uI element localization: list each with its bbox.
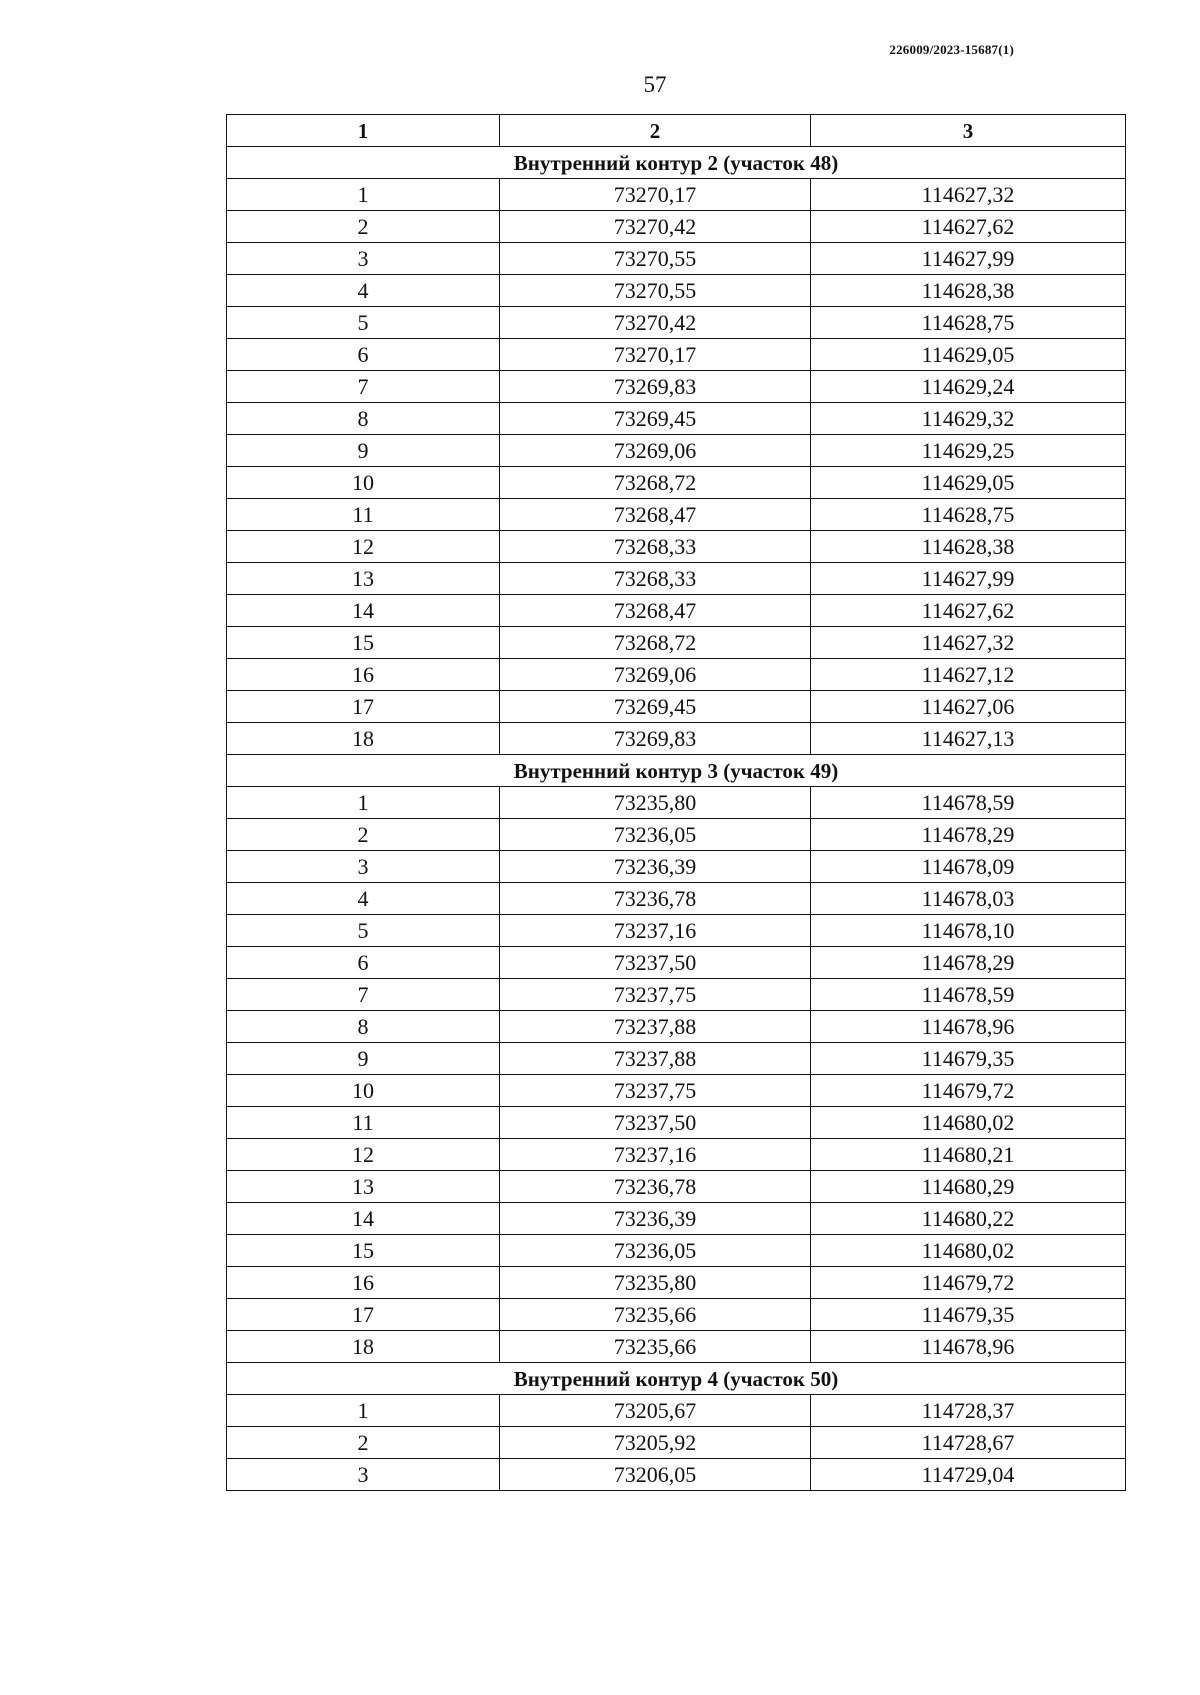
- cell-point-number: 4: [227, 275, 500, 307]
- table-row: [227, 1395, 1126, 1427]
- cell-y-coordinate: 114678,10: [811, 915, 1126, 947]
- cell-x-coordinate: 73269,06: [500, 435, 811, 467]
- table-row: [227, 563, 1126, 595]
- table-row: [227, 1459, 1126, 1491]
- section-title: Внутренний контур 3 (участок 49): [227, 755, 1126, 787]
- cell-x-coordinate: 73236,39: [500, 1203, 811, 1235]
- cell-point-number: 3: [227, 243, 500, 275]
- cell-point-number: 7: [227, 979, 500, 1011]
- cell-x-coordinate: 73206,05: [500, 1459, 811, 1491]
- table-row: [227, 179, 1126, 211]
- table-row: [227, 499, 1126, 531]
- cell-point-number: 2: [227, 1427, 500, 1459]
- table-row: [227, 947, 1126, 979]
- cell-point-number: 5: [227, 915, 500, 947]
- table-row: [227, 659, 1126, 691]
- cell-x-coordinate: 73237,75: [500, 979, 811, 1011]
- table-row: [227, 403, 1126, 435]
- cell-y-coordinate: 114628,38: [811, 275, 1126, 307]
- cell-point-number: 1: [227, 1395, 500, 1427]
- cell-x-coordinate: 73205,92: [500, 1427, 811, 1459]
- table-row: [227, 723, 1126, 755]
- cell-x-coordinate: 73237,88: [500, 1011, 811, 1043]
- cell-point-number: 4: [227, 883, 500, 915]
- cell-y-coordinate: 114679,72: [811, 1075, 1126, 1107]
- cell-y-coordinate: 114627,32: [811, 179, 1126, 211]
- table-row: [227, 307, 1126, 339]
- table-row: [227, 915, 1126, 947]
- cell-y-coordinate: 114728,67: [811, 1427, 1126, 1459]
- cell-point-number: 2: [227, 819, 500, 851]
- cell-x-coordinate: 73269,83: [500, 723, 811, 755]
- cell-y-coordinate: 114627,99: [811, 563, 1126, 595]
- cell-x-coordinate: 73235,66: [500, 1299, 811, 1331]
- cell-y-coordinate: 114679,35: [811, 1299, 1126, 1331]
- column-header-row: [227, 115, 1126, 147]
- cell-x-coordinate: 73237,50: [500, 947, 811, 979]
- table-row: [227, 627, 1126, 659]
- table-body: [227, 147, 1126, 1491]
- cell-point-number: 7: [227, 371, 500, 403]
- cell-y-coordinate: 114678,29: [811, 819, 1126, 851]
- cell-x-coordinate: 73269,06: [500, 659, 811, 691]
- table-row: [227, 1171, 1126, 1203]
- table-row: [227, 339, 1126, 371]
- table-row: [227, 851, 1126, 883]
- cell-point-number: 18: [227, 723, 500, 755]
- cell-point-number: 14: [227, 595, 500, 627]
- table-row: [227, 1139, 1126, 1171]
- cell-point-number: 15: [227, 1235, 500, 1267]
- cell-y-coordinate: 114629,24: [811, 371, 1126, 403]
- cell-y-coordinate: 114679,72: [811, 1267, 1126, 1299]
- cell-x-coordinate: 73235,80: [500, 1267, 811, 1299]
- table-row: [227, 531, 1126, 563]
- table-row: [227, 1299, 1126, 1331]
- cell-point-number: 18: [227, 1331, 500, 1363]
- table-row: [227, 1011, 1126, 1043]
- cell-y-coordinate: 114680,29: [811, 1171, 1126, 1203]
- table-row: [227, 1075, 1126, 1107]
- cell-x-coordinate: 73270,55: [500, 243, 811, 275]
- page-number: 57: [643, 72, 667, 97]
- section-header-row: [227, 1363, 1126, 1395]
- cell-point-number: 6: [227, 339, 500, 371]
- cell-point-number: 9: [227, 435, 500, 467]
- column-header-x: 2: [500, 115, 811, 147]
- column-header-y: 3: [811, 115, 1126, 147]
- cell-point-number: 6: [227, 947, 500, 979]
- cell-y-coordinate: 114629,05: [811, 467, 1126, 499]
- cell-x-coordinate: 73236,78: [500, 883, 811, 915]
- cell-y-coordinate: 114628,75: [811, 499, 1126, 531]
- section-title: Внутренний контур 4 (участок 50): [227, 1363, 1126, 1395]
- cell-x-coordinate: 73237,75: [500, 1075, 811, 1107]
- table-row: [227, 1203, 1126, 1235]
- cell-y-coordinate: 114678,09: [811, 851, 1126, 883]
- cell-x-coordinate: 73269,83: [500, 371, 811, 403]
- table-row: [227, 467, 1126, 499]
- cell-y-coordinate: 114627,12: [811, 659, 1126, 691]
- cell-point-number: 16: [227, 659, 500, 691]
- cell-x-coordinate: 73235,66: [500, 1331, 811, 1363]
- table-row: [227, 435, 1126, 467]
- cell-x-coordinate: 73268,33: [500, 563, 811, 595]
- cell-point-number: 1: [227, 179, 500, 211]
- cell-y-coordinate: 114728,37: [811, 1395, 1126, 1427]
- cell-x-coordinate: 73237,16: [500, 915, 811, 947]
- cell-x-coordinate: 73268,72: [500, 467, 811, 499]
- cell-point-number: 8: [227, 1011, 500, 1043]
- section-header-row: [227, 147, 1126, 179]
- cell-y-coordinate: 114680,02: [811, 1107, 1126, 1139]
- cell-y-coordinate: 114678,96: [811, 1331, 1126, 1363]
- cell-x-coordinate: 73268,72: [500, 627, 811, 659]
- section-title: Внутренний контур 2 (участок 48): [227, 147, 1126, 179]
- table-row: [227, 1331, 1126, 1363]
- cell-x-coordinate: 73236,39: [500, 851, 811, 883]
- cell-y-coordinate: 114678,96: [811, 1011, 1126, 1043]
- cell-y-coordinate: 114678,59: [811, 787, 1126, 819]
- cell-x-coordinate: 73268,47: [500, 499, 811, 531]
- cell-y-coordinate: 114680,22: [811, 1203, 1126, 1235]
- cell-point-number: 11: [227, 1107, 500, 1139]
- cell-point-number: 15: [227, 627, 500, 659]
- cell-point-number: 13: [227, 1171, 500, 1203]
- cell-x-coordinate: 73205,67: [500, 1395, 811, 1427]
- table-row: [227, 1107, 1126, 1139]
- cell-point-number: 9: [227, 1043, 500, 1075]
- table-row: [227, 819, 1126, 851]
- table-row: [227, 1235, 1126, 1267]
- cell-y-coordinate: 114678,03: [811, 883, 1126, 915]
- cell-point-number: 16: [227, 1267, 500, 1299]
- table-row: [227, 883, 1126, 915]
- cell-y-coordinate: 114629,05: [811, 339, 1126, 371]
- table-row: [227, 275, 1126, 307]
- cell-x-coordinate: 73269,45: [500, 691, 811, 723]
- cell-y-coordinate: 114627,62: [811, 595, 1126, 627]
- cell-x-coordinate: 73237,50: [500, 1107, 811, 1139]
- cell-point-number: 11: [227, 499, 500, 531]
- cell-point-number: 13: [227, 563, 500, 595]
- table-row: [227, 1043, 1126, 1075]
- table-row: [227, 211, 1126, 243]
- table-row: [227, 1267, 1126, 1299]
- cell-point-number: 12: [227, 531, 500, 563]
- cell-point-number: 1: [227, 787, 500, 819]
- cell-x-coordinate: 73270,17: [500, 179, 811, 211]
- cell-point-number: 12: [227, 1139, 500, 1171]
- cell-x-coordinate: 73268,47: [500, 595, 811, 627]
- cell-x-coordinate: 73237,16: [500, 1139, 811, 1171]
- cell-y-coordinate: 114627,99: [811, 243, 1126, 275]
- table-row: [227, 595, 1126, 627]
- cell-x-coordinate: 73270,55: [500, 275, 811, 307]
- cell-y-coordinate: 114628,38: [811, 531, 1126, 563]
- cell-x-coordinate: 73236,05: [500, 1235, 811, 1267]
- coordinates-table: [226, 114, 1126, 1491]
- cell-point-number: 10: [227, 1075, 500, 1107]
- cell-point-number: 17: [227, 691, 500, 723]
- cell-y-coordinate: 114678,59: [811, 979, 1126, 1011]
- cell-x-coordinate: 73237,88: [500, 1043, 811, 1075]
- cell-point-number: 17: [227, 1299, 500, 1331]
- table-row: [227, 691, 1126, 723]
- section-header-row: [227, 755, 1126, 787]
- table-row: [227, 787, 1126, 819]
- cell-y-coordinate: 114627,06: [811, 691, 1126, 723]
- document-number: 226009/2023-15687(1): [889, 42, 1014, 57]
- cell-y-coordinate: 114627,32: [811, 627, 1126, 659]
- cell-y-coordinate: 114627,62: [811, 211, 1126, 243]
- cell-y-coordinate: 114628,75: [811, 307, 1126, 339]
- cell-y-coordinate: 114680,21: [811, 1139, 1126, 1171]
- cell-point-number: 2: [227, 211, 500, 243]
- cell-point-number: 8: [227, 403, 500, 435]
- column-header-point: 1: [227, 115, 500, 147]
- cell-y-coordinate: 114729,04: [811, 1459, 1126, 1491]
- cell-point-number: 5: [227, 307, 500, 339]
- cell-y-coordinate: 114629,32: [811, 403, 1126, 435]
- cell-x-coordinate: 73270,42: [500, 307, 811, 339]
- cell-y-coordinate: 114629,25: [811, 435, 1126, 467]
- cell-x-coordinate: 73236,05: [500, 819, 811, 851]
- table-row: [227, 979, 1126, 1011]
- cell-x-coordinate: 73236,78: [500, 1171, 811, 1203]
- cell-x-coordinate: 73268,33: [500, 531, 811, 563]
- cell-point-number: 10: [227, 467, 500, 499]
- cell-point-number: 3: [227, 1459, 500, 1491]
- table-row: [227, 243, 1126, 275]
- cell-point-number: 3: [227, 851, 500, 883]
- cell-y-coordinate: 114679,35: [811, 1043, 1126, 1075]
- cell-x-coordinate: 73270,17: [500, 339, 811, 371]
- cell-point-number: 14: [227, 1203, 500, 1235]
- cell-x-coordinate: 73269,45: [500, 403, 811, 435]
- cell-y-coordinate: 114678,29: [811, 947, 1126, 979]
- table-row: [227, 1427, 1126, 1459]
- cell-y-coordinate: 114627,13: [811, 723, 1126, 755]
- cell-y-coordinate: 114680,02: [811, 1235, 1126, 1267]
- cell-x-coordinate: 73270,42: [500, 211, 811, 243]
- table-row: [227, 371, 1126, 403]
- cell-x-coordinate: 73235,80: [500, 787, 811, 819]
